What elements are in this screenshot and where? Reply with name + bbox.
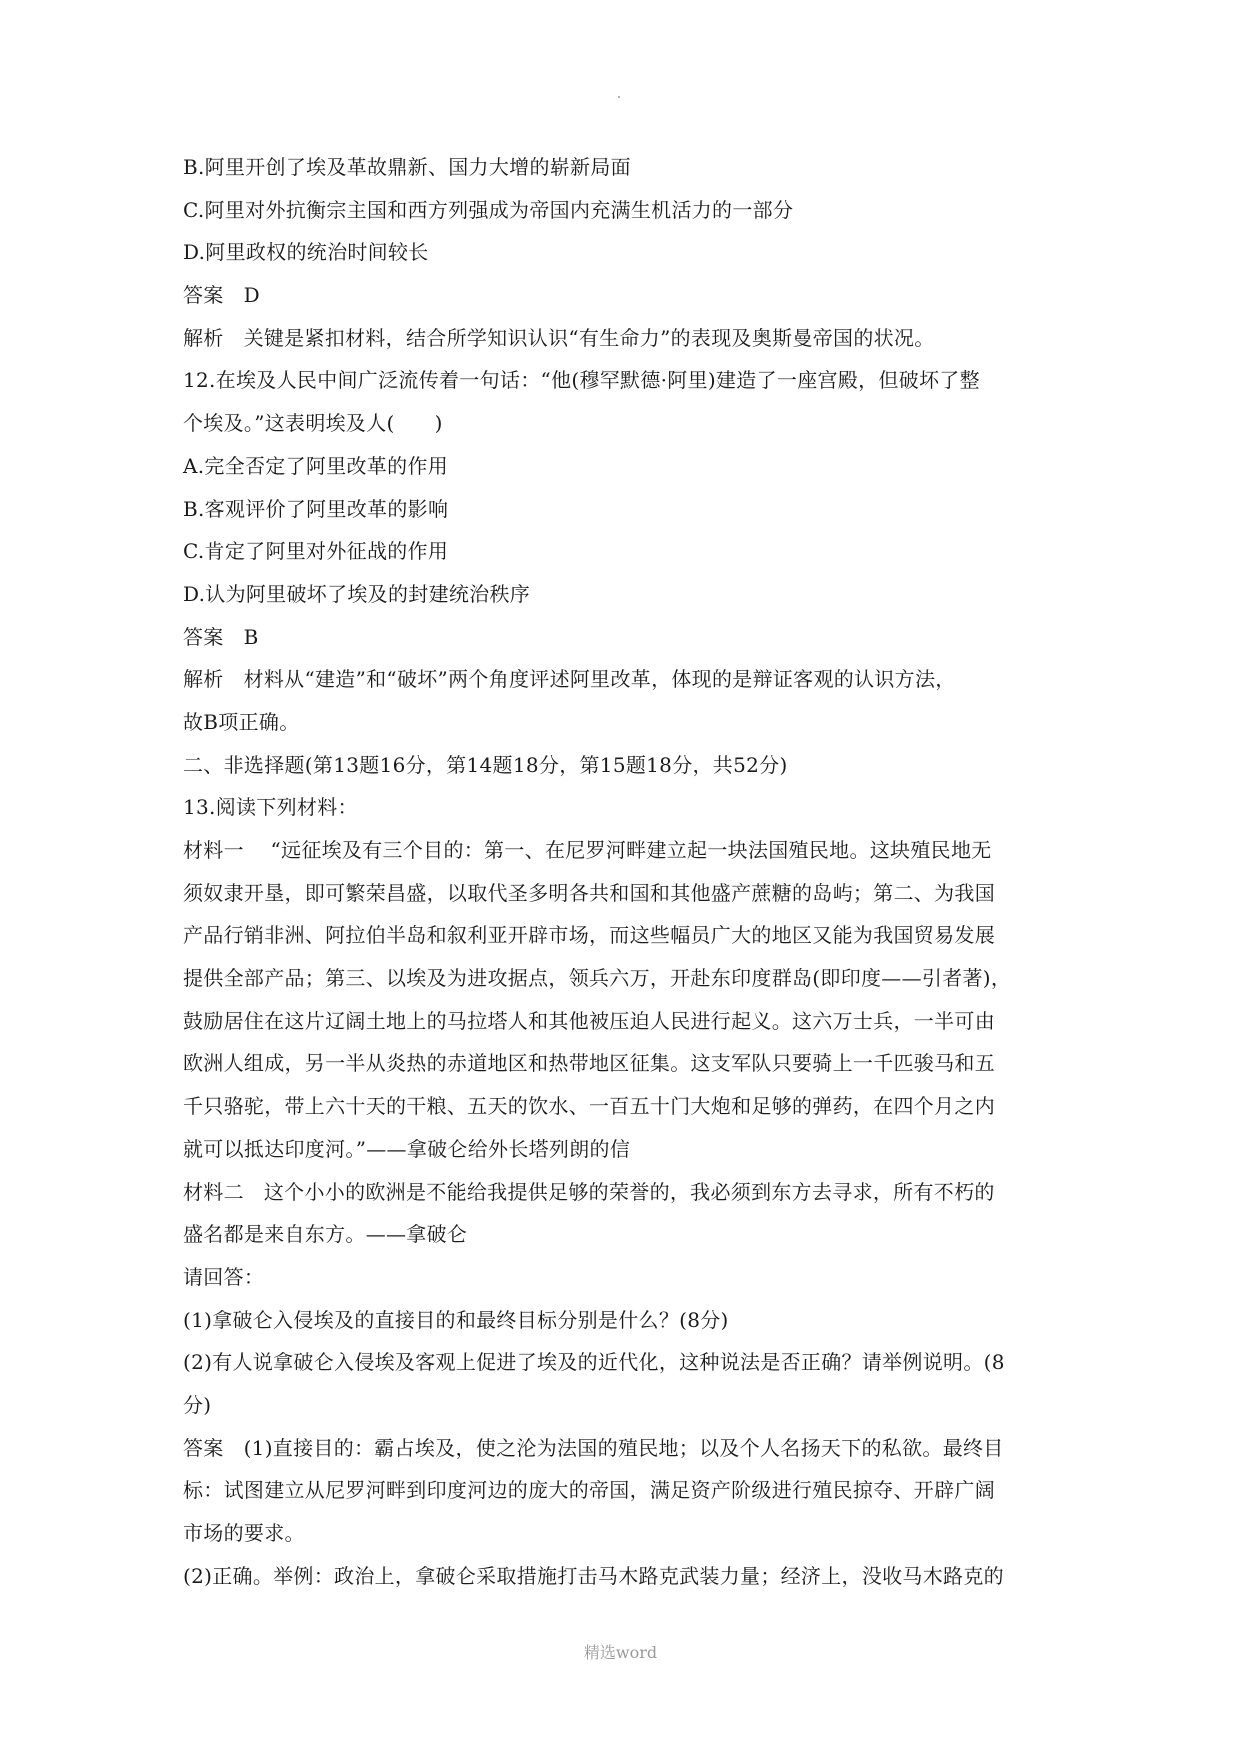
material-line: 鼓励居住在这片辽阔土地上的马拉塔人和其他被压迫人民进行起义。这六万士兵，一半可由 <box>183 1008 995 1033</box>
material-line: 盛名都是来自东方。——拿破仑 <box>183 1222 468 1247</box>
sub-question-line: (2)有人说拿破仑入侵埃及客观上促进了埃及的近代化，这种说法是否正确？请举例说明。(8 <box>183 1350 1005 1375</box>
answer-line: 答案 B <box>183 624 259 649</box>
text-line: C.阿里对外抗衡宗主国和西方列强成为帝国内充满生机活力的一部分 <box>183 197 794 222</box>
question-12-line: 个埃及。”这表明埃及人( ) <box>183 411 443 436</box>
option-line: B.客观评价了阿里改革的影响 <box>183 496 449 521</box>
section-heading: 二、非选择题(第13题16分，第14题18分，第15题18分，共52分) <box>183 752 788 777</box>
question-13-line: 13.阅读下列材料： <box>183 795 358 820</box>
material-line: 提供全部产品；第三、以埃及为进攻据点，领兵六万，开赴东印度群岛(即印度——引者著)， <box>183 966 1012 991</box>
material-line: 就可以抵达印度河。”——拿破仑给外长塔列朗的信 <box>183 1136 631 1161</box>
text-line: D.阿里政权的统治时间较长 <box>183 240 429 265</box>
sub-question-line: (1)拿破仑入侵埃及的直接目的和最终目标分别是什么？(8分) <box>183 1307 729 1332</box>
material-line: 欧洲人组成，另一半从炎热的赤道地区和热带地区征集。这支军队只要骑上一千匹骏马和五 <box>183 1051 995 1076</box>
analysis-line: 故B项正确。 <box>183 709 300 734</box>
question-12-line: 12.在埃及人民中间广泛流传着一句话：“他(穆罕默德·阿里)建造了一座宫殿，但破坏了整 <box>183 368 980 393</box>
analysis-line: 解析 材料从“建造”和“破坏”两个角度评述阿里改革，体现的是辩证客观的认识方法， <box>183 667 956 692</box>
material-line: 产品行销非洲、阿拉伯半岛和叙利亚开辟市场，而这些幅员广大的地区又能为我国贸易发展 <box>183 923 995 948</box>
document-body <box>183 146 1063 1597</box>
option-line: A.完全否定了阿里改革的作用 <box>183 453 449 478</box>
text-line: B.阿里开创了埃及革故鼎新、国力大增的崭新局面 <box>183 155 631 179</box>
page-footer: 精选word <box>583 1643 658 1662</box>
sub-question-line: 分) <box>183 1392 212 1417</box>
answer-line: 答案 D <box>183 283 260 308</box>
option-line: C.肯定了阿里对外征战的作用 <box>183 539 449 564</box>
material-line: 材料一 “远征埃及有三个目的：第一、在尼罗河畔建立起一块法国殖民地。这块殖民地无 <box>183 838 992 862</box>
option-line: D.认为阿里破坏了埃及的封建统治秩序 <box>183 581 531 606</box>
prompt-line: 请回答： <box>183 1264 265 1289</box>
material-line: 千只骆驼，带上六十天的干粮、五天的饮水、一百五十门大炮和足够的弹药，在四个月之内 <box>183 1094 995 1119</box>
analysis-line: 解析 关键是紧扣材料，结合所学知识认识“有生命力”的表现及奥斯曼帝国的状况。 <box>183 325 935 350</box>
answer-line: 市场的要求。 <box>183 1521 305 1545</box>
header-dot <box>618 96 620 98</box>
material-line: 须奴隶开垦，即可繁荣昌盛，以取代圣多明各共和国和其他盛产蔗糖的岛屿；第二、为我国 <box>183 880 995 905</box>
material-line: 材料二 这个小小的欧洲是不能给我提供足够的荣誉的，我必须到东方去寻求，所有不朽的 <box>183 1179 995 1204</box>
answer-line: 标：试图建立从尼罗河畔到印度河边的庞大的帝国，满足资产阶级进行殖民掠夺、开辟广阔 <box>183 1478 995 1503</box>
answer-line: 答案 (1)直接目的：霸占埃及，使之沦为法国的殖民地；以及个人名扬天下的私欲。最终目 <box>183 1435 1004 1460</box>
answer-line: (2)正确。举例：政治上，拿破仑采取措施打击马木路克武装力量；经济上，没收马木路克的 <box>183 1563 1004 1588</box>
